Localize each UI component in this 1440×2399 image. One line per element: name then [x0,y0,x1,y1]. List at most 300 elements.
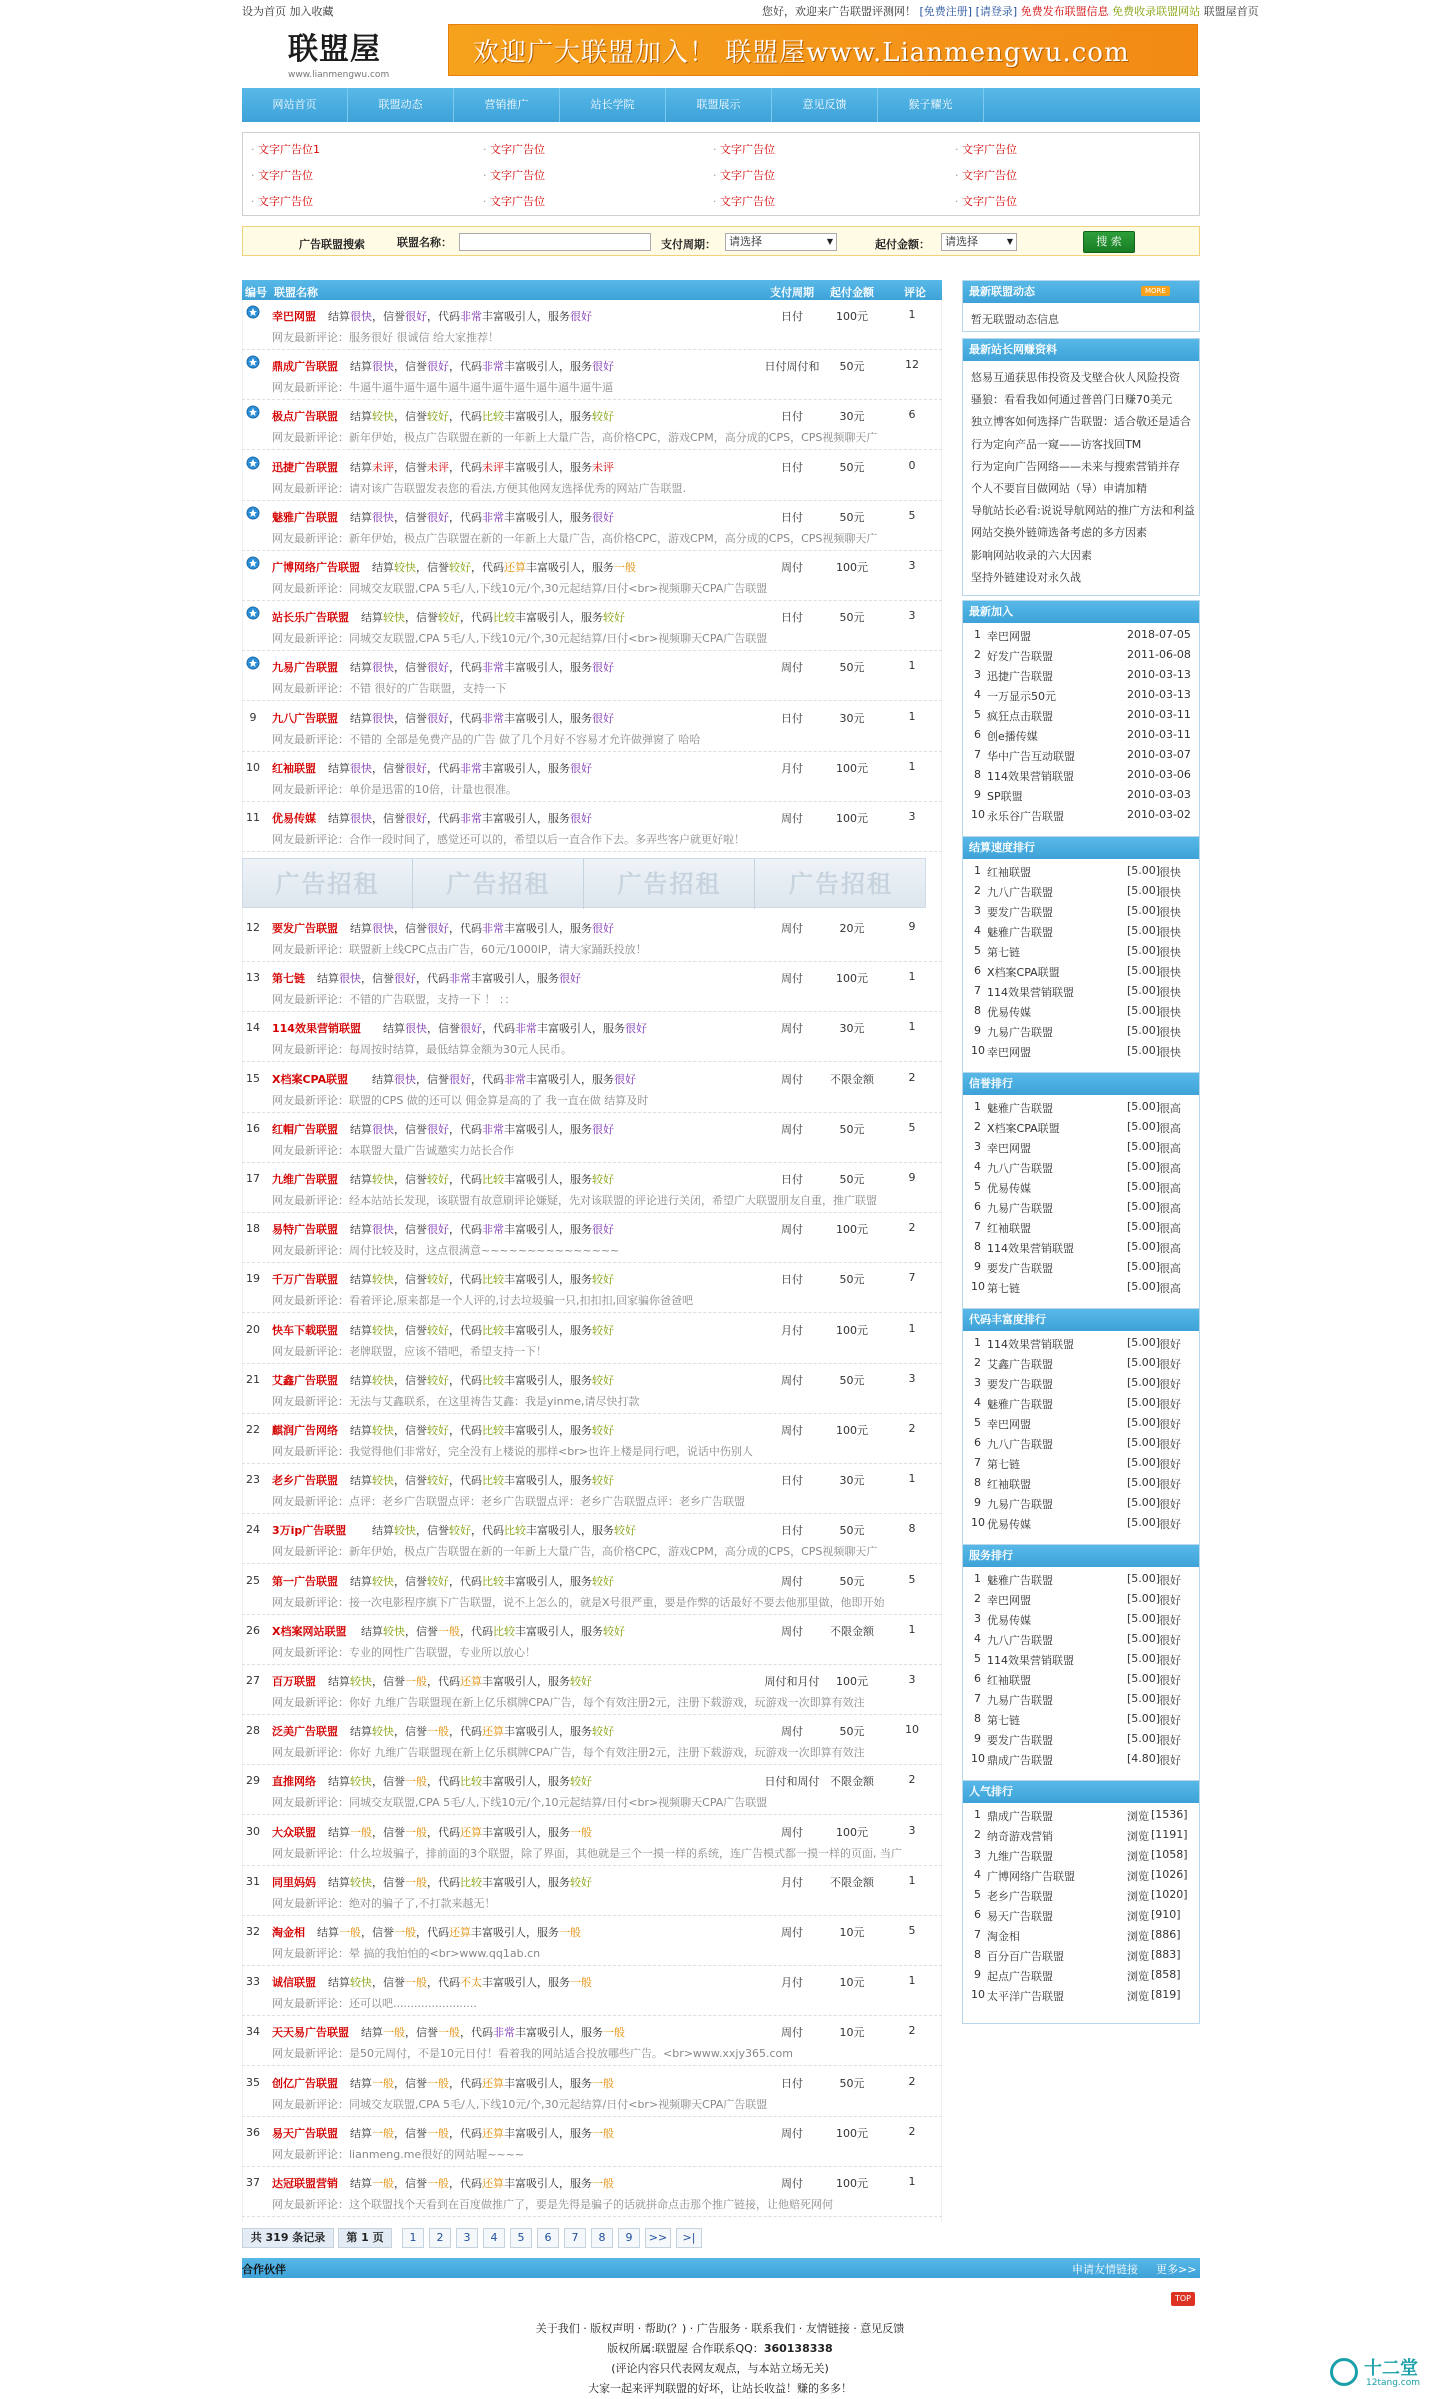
union-name-link[interactable]: 同里妈妈 [272,1875,316,1889]
rank-item[interactable] [969,1985,1219,2005]
rank-item[interactable] [969,1393,1219,1413]
pay-cycle: 月付 [781,1976,803,1990]
promo-index-link[interactable]: 免费收录联盟网站 [1112,5,1201,18]
union-name-link[interactable]: X档案网站联盟 [272,1624,347,1638]
text-ad-slot[interactable]: · 文字广告位 [251,167,313,183]
header-banner[interactable] [448,24,1198,76]
row-number: 32 [246,1925,260,1938]
rank-item[interactable] [969,1749,1219,1769]
rank-item[interactable] [969,1373,1219,1393]
nav-showcase[interactable]: 联盟展示 [666,88,772,122]
rank-item[interactable] [969,1689,1219,1709]
comment-count[interactable]: 3 [908,609,916,623]
rank-item[interactable] [969,1865,1219,1885]
rank-label: 很高 [1159,1282,1181,1295]
rank-item[interactable] [969,981,1219,1001]
comment-count[interactable]: 5 [908,1572,916,1586]
rank-item[interactable] [969,1965,1219,1985]
summary-part: ，代码 [427,761,460,775]
rank-label: 很高 [1159,1122,1181,1135]
credit-rating: 一般 [405,1825,427,1839]
medal-icon [245,305,261,321]
rank-label: 很高 [1159,1162,1181,1175]
rank-name: 红袖联盟 [987,1674,1031,1687]
bracket-open: [ [1151,1868,1156,1881]
union-name-link[interactable]: 优易传媒 [272,812,316,825]
rank-score: [5.00] [1127,1732,1161,1745]
rank-item[interactable] [969,1001,1219,1021]
union-name-link[interactable]: 快车下载联盟 [272,1323,338,1337]
rank-item[interactable] [969,1197,1219,1217]
service-rating: 较好 [603,1624,625,1638]
article-link[interactable] [971,547,1197,563]
union-name-link[interactable]: 创亿广告联盟 [272,2076,338,2090]
summary-part: 结算 [350,1273,372,1287]
comment-count[interactable]: 2 [908,1422,916,1435]
union-name-link[interactable]: 第一广告联盟 [272,1574,338,1588]
site-logo[interactable] [288,24,408,80]
union-name-input[interactable] [459,233,651,251]
latest-review [272,1443,932,1459]
rank-name: 114效果营销联盟 [987,1338,1074,1351]
summary-part: ，信誉 [405,2026,438,2040]
article-title: 导航站长必看:说说导航网站的推广方法和利益 [971,504,1195,518]
rank-item[interactable] [969,1589,1219,1609]
rank-item[interactable] [969,645,1219,665]
rank-score: [5.00] [1127,884,1161,897]
union-name-link[interactable]: 站长乐广告联盟 [272,611,349,625]
rank-item[interactable] [969,1629,1219,1649]
articles-box-title: 最新站长网赚资料 [963,339,1199,361]
credit-rating: 很好 [427,661,449,675]
comment-count[interactable]: 3 [908,559,916,572]
watermark-url: 12tang.com [1366,2378,1420,2388]
rank-item[interactable] [969,1097,1219,1117]
union-summary [350,2125,614,2141]
comment-count[interactable]: 1 [908,659,916,673]
rank-name: X档案CPA联盟 [987,1122,1060,1135]
union-name-link[interactable]: 千万广告联盟 [272,1273,338,1287]
comment-count[interactable]: 1 [908,709,916,723]
summary-part: ，代码 [449,1223,482,1237]
rank-item[interactable] [969,725,1219,745]
comment-count[interactable]: 1 [908,2175,916,2188]
pay-cycle: 周付 [781,561,803,574]
rank-item[interactable] [969,705,1219,725]
text-ad-slot[interactable]: · 文字广告位 [483,167,545,183]
rank-name: 九易广告联盟 [987,1026,1053,1039]
union-name-link[interactable]: 鼎成广告联盟 [272,360,338,374]
comment-count[interactable]: 7 [908,1271,916,1285]
rank-item[interactable] [969,1433,1219,1453]
rank-item[interactable] [969,1925,1219,1945]
comment-count[interactable]: 10 [905,1723,919,1737]
pager-page-link[interactable]: >> [645,2228,671,2248]
rank-score: 浏览 [1127,1850,1149,1863]
article-title: 网站交换外链筛选备考虑的多方因素 [971,526,1147,540]
text-ad-slot[interactable]: · 文字广告位 [713,141,775,157]
rank-item[interactable] [969,1117,1219,1137]
rank-item[interactable] [969,785,1219,805]
login-link[interactable]: [请登录] [975,5,1018,18]
union-name-link[interactable]: 诚信联盟 [272,1976,316,1990]
union-row [242,1966,942,2016]
union-name-link[interactable]: 直推网络 [272,1775,316,1789]
rank-item[interactable] [969,1413,1219,1433]
speed-rating: 较快 [372,410,394,424]
credit-rating: 较好 [427,410,449,424]
pager-page-link[interactable]: 1 [402,2228,424,2248]
footer-links[interactable]: 关于我们 · 版权声明 · 帮助(？) · 广告服务 · 联系我们 · 友情链接 · 意见反馈 [535,2322,905,2335]
pager-page-link[interactable]: 2 [429,2228,451,2248]
promo-publish-link[interactable]: 免费发布联盟信息 [1020,5,1109,18]
rank-score: [5.00] [1127,1672,1161,1685]
rank-item[interactable] [969,745,1219,765]
union-name-link[interactable]: 易天广告联盟 [272,2126,338,2140]
union-name-link[interactable]: 第七链 [272,972,305,986]
union-name-link[interactable]: 114效果营销联盟 [272,1022,361,1036]
rank-item[interactable] [969,1217,1219,1237]
rank-item[interactable] [969,1513,1219,1533]
text-ad-slot[interactable]: · 文字广告位 [483,141,545,157]
rank-item[interactable] [969,765,1219,785]
pager-page-link[interactable]: 8 [591,2228,613,2248]
comment-count[interactable]: 2 [908,1773,916,1787]
rank-item[interactable] [969,1493,1219,1513]
review-prefix: 网友最新评论： [272,1746,349,1760]
view-count: 819 [1155,1988,1177,2001]
rank-item[interactable] [969,625,1219,645]
union-name-link[interactable]: 淘金相 [272,1926,305,1939]
pager-page-link[interactable]: 7 [564,2228,586,2248]
view-count: 1191 [1155,1828,1184,1841]
brand-home-link[interactable]: 联盟屋首页 [1203,5,1259,18]
rank-item[interactable] [969,1709,1219,1729]
rank-item[interactable] [969,881,1219,901]
comment-count[interactable]: 1 [908,1020,916,1034]
comment-count[interactable]: 12 [905,358,919,372]
code-rating: 比较 [482,1273,504,1287]
rank-label: 很好 [1159,1438,1181,1451]
review-prefix: 网友最新评论： [272,632,349,646]
union-row [242,1163,942,1213]
article-link[interactable] [971,569,1197,585]
rank-item[interactable] [969,1945,1219,1965]
summary-part: ，代码 [427,1875,460,1889]
add-favorite-link[interactable]: 加入收藏 [289,5,334,18]
union-name-link[interactable]: 魅雅广告联盟 [272,510,338,524]
rank-item[interactable] [969,901,1219,921]
rank-item[interactable] [969,1905,1219,1925]
comment-count[interactable]: 1 [908,1622,916,1636]
union-name-link[interactable]: 百万联盟 [272,1675,316,1688]
pager-page-link[interactable]: 3 [456,2228,478,2248]
ad-rent-slot[interactable]: 广告招租 [789,869,893,898]
rank-number: 5 [974,1888,981,1901]
rank-name: 优易传媒 [987,1518,1031,1531]
article-link[interactable] [971,436,1197,452]
rank-item[interactable] [969,1569,1219,1589]
rank-name: 要发广告联盟 [987,906,1053,919]
rank-name: SP联盟 [987,790,1023,803]
rank-number: 1 [974,1808,981,1821]
rank-item[interactable] [969,1453,1219,1473]
join-date: 2010-03-13 [1127,688,1191,701]
review-prefix: 网友最新评论： [272,582,349,595]
comment-count[interactable]: 3 [908,1823,916,1837]
pager-page-link[interactable]: 4 [483,2228,505,2248]
rank-item[interactable] [969,1137,1219,1157]
union-name-link[interactable]: 红袖联盟 [272,761,316,775]
nav-news[interactable]: 联盟动态 [348,88,454,122]
comment-count[interactable]: 8 [908,1522,916,1536]
union-name-link[interactable]: 3万ip广告联盟 [272,1524,347,1538]
latest-review [272,530,932,546]
min-payment: 30元 [839,410,865,424]
comment-count[interactable]: 3 [908,810,916,823]
partner-title: 合作伙伴 [242,2263,286,2276]
rank-item[interactable] [969,1805,1219,1825]
rank-item[interactable] [969,1353,1219,1373]
review-text: 同城交友联盟,CPA 5毛/人,下线10元/个,30元起结算/日付<br>视频聊天CPA广告联盟 [349,2097,768,2111]
back-to-top-button[interactable]: TOP [1171,2292,1195,2306]
rank-label [1151,1928,1181,1941]
min-select[interactable] [941,233,1017,251]
row-number: 31 [246,1874,260,1888]
rank-item[interactable] [969,685,1219,705]
comment-count[interactable]: 0 [908,458,916,472]
union-name-link[interactable]: 天天易广告联盟 [272,2026,349,2040]
comment-count[interactable]: 9 [908,920,916,933]
text-ad-slot[interactable]: · 文字广告位 [955,141,1017,157]
rank-item[interactable] [969,1669,1219,1689]
rank-item[interactable] [969,1021,1219,1041]
min-payment: 50元 [839,1574,865,1588]
comment-count[interactable]: 2 [908,1221,916,1235]
text-ad-slot[interactable]: · 文字广告位 [955,193,1017,209]
row-number: 19 [246,1272,260,1286]
article-link[interactable] [971,502,1197,518]
row-number: 21 [246,1372,260,1386]
union-name-link[interactable]: 泛美广告联盟 [272,1725,338,1739]
news-item[interactable]: 暂无联盟动态信息 [971,313,1059,326]
comment-count[interactable]: 2 [908,2074,916,2088]
pay-cycle: 日付 [781,410,803,424]
text-ad-slot[interactable]: · 文字广告位 [483,193,545,209]
rank-item[interactable] [969,805,1219,825]
comment-count[interactable]: 5 [908,508,916,522]
comment-count[interactable]: 3 [908,1673,916,1686]
nav-home[interactable]: 网站首页 [242,88,348,122]
summary-part: 结算 [328,1775,350,1789]
union-name-link[interactable]: X档案CPA联盟 [272,1072,349,1086]
code-rating: 比较 [460,1775,482,1789]
union-name-link[interactable]: 迅捷广告联盟 [272,460,338,474]
text-ad-slot[interactable]: · 文字广告位 [955,167,1017,183]
article-link[interactable] [971,413,1197,429]
comment-count[interactable]: 9 [908,1171,916,1184]
nav-feedback[interactable]: 意见反馈 [772,88,878,122]
union-row [242,501,942,551]
summary-part: 结算 [350,460,372,474]
rank-item[interactable] [969,1041,1219,1061]
rank-item[interactable] [969,1277,1219,1297]
union-name-link[interactable]: 易特广告联盟 [272,1223,338,1237]
rank-number: 4 [974,1160,981,1173]
rank-item[interactable] [969,1237,1219,1257]
article-link[interactable] [971,369,1197,385]
nav-extra[interactable]: 猴子耀光 [878,88,984,122]
union-name-link[interactable]: 麒润广告网络 [272,1424,338,1437]
union-name-link[interactable]: 九维广告联盟 [272,1173,338,1186]
article-link[interactable] [971,391,1197,407]
rank-number: 6 [974,1672,981,1685]
rank-score: [5.00] [1127,1356,1161,1369]
summary-part: ，信誉 [394,2126,427,2140]
news-box-title: 最新联盟动态 [963,281,1199,303]
text-ad-slot[interactable]: · 文字广告位 [713,193,775,209]
comment-count[interactable]: 1 [908,1974,916,1988]
rank-number: 1 [974,1572,981,1585]
comment-count[interactable]: 1 [908,1472,916,1486]
pager-page-link[interactable]: 6 [537,2228,559,2248]
ad-rent-slot[interactable]: 广告招租 [585,859,755,909]
rank-item[interactable] [969,1609,1219,1629]
join-date: 2010-03-13 [1127,668,1191,681]
pay-cycle: 周付 [781,972,803,986]
rank-item[interactable] [969,1845,1219,1865]
pay-cycle: 周付 [781,812,803,825]
register-link[interactable]: [免费注册] [919,5,973,18]
union-name-link[interactable]: 九八广告联盟 [272,711,338,725]
rank-item[interactable] [969,1157,1219,1177]
rank-item[interactable] [969,1825,1219,1845]
text-ad-slot[interactable]: · 文字广告位 [713,167,775,183]
comment-count[interactable]: 1 [908,970,916,984]
text-ad-slot[interactable]: · 文字广告位 [251,193,313,209]
rank-score: [5.00] [1127,1220,1161,1233]
rank-score: [5.00] [1127,1140,1161,1153]
ad-rent-slot[interactable]: 广告招租 [414,859,584,909]
union-name-link[interactable]: 要发广告联盟 [272,922,338,935]
speed-rating: 较快 [372,1323,394,1337]
article-link[interactable] [971,480,1197,496]
rank-item[interactable] [969,861,1219,881]
rank-item[interactable] [969,921,1219,941]
union-row [242,1765,942,1815]
ad-rent-slot[interactable]: 广告招租 [243,859,413,909]
union-name-link[interactable]: 广博网络广告联盟 [272,561,360,574]
rank-item[interactable] [969,665,1219,685]
comment-count[interactable]: 3 [908,1371,916,1385]
article-link[interactable] [971,524,1197,540]
medal-icon [245,405,261,421]
pager-page-link[interactable]: >| [676,2228,702,2248]
service-rating: 较好 [592,1424,614,1437]
union-name-link[interactable]: 九易广告联盟 [272,661,338,675]
review-prefix: 网友最新评论： [272,531,349,545]
summary-part: ，信誉 [394,1725,427,1739]
comment-count[interactable]: 1 [908,1321,916,1335]
rank-label [1151,1848,1188,1861]
summary-part: 丰富吸引人，服务 [526,561,614,574]
rank-item[interactable] [969,941,1219,961]
comment-count[interactable]: 5 [908,1924,916,1937]
rank-item[interactable] [969,1885,1219,1905]
comment-count[interactable]: 2 [908,1070,916,1084]
union-name-link[interactable]: 艾鑫广告联盟 [272,1373,338,1387]
union-name-link[interactable]: 达冠联盟营销 [272,2177,338,2190]
comment-count[interactable]: 6 [908,408,916,422]
rank-item[interactable] [969,1649,1219,1669]
comment-count[interactable]: 2 [908,2124,916,2138]
nav-academy[interactable]: 站长学院 [560,88,666,122]
comment-count[interactable]: 1 [908,308,916,321]
speed-rating: 很快 [405,1022,427,1036]
union-name-link[interactable]: 红帽广告联盟 [272,1122,338,1136]
comment-count[interactable]: 1 [908,759,916,773]
rank-item[interactable] [969,1473,1219,1493]
union-name-link[interactable]: 大众联盟 [272,1825,316,1839]
news-more-link[interactable]: MORE [1141,286,1170,296]
medal-icon [245,556,261,572]
rank-score: [5.00] [1127,1516,1161,1529]
rank-item[interactable] [969,1177,1219,1197]
rank-item[interactable] [969,1729,1219,1749]
rank-item[interactable] [969,1333,1219,1353]
apply-link[interactable]: 申请友情链接 [1072,2263,1138,2276]
banner-text: 欢迎广大联盟加入！ 联盟屋www.Lianmengwu.com [473,37,1130,68]
summary-part: 丰富吸引人，服务 [482,1675,570,1688]
union-name-link[interactable]: 老乡广告联盟 [272,1474,338,1488]
union-summary [350,1171,614,1187]
cycle-select[interactable] [725,233,837,251]
rank-item[interactable] [969,961,1219,981]
union-name-link[interactable]: 幸巴网盟 [272,310,316,323]
rank-item[interactable] [969,1257,1219,1277]
partner-more-link[interactable]: 更多>> [1156,2263,1197,2276]
rank-number: 9 [974,1260,981,1273]
text-ad-slot[interactable]: · 文字广告位1 [251,141,320,157]
comment-count[interactable]: 2 [908,2024,916,2038]
rank-label [1151,1988,1181,2001]
pager-page-link[interactable]: 5 [510,2228,532,2248]
summary-part: 结算 [350,1223,372,1237]
union-row [242,1263,942,1313]
min-payment: 50元 [839,1524,865,1538]
union-row [242,451,942,501]
latest-review [272,1694,932,1710]
nav-marketing[interactable]: 营销推广 [454,88,560,122]
comment-count[interactable]: 5 [908,1120,916,1134]
code-rating: 非常 [482,661,504,675]
union-name-link[interactable]: 极点广告联盟 [272,410,338,424]
union-row [242,1665,942,1715]
latest-review [272,1744,932,1760]
article-link[interactable] [971,458,1197,474]
rank-score: [5.00] [1127,1476,1161,1489]
min-payment: 50元 [839,1173,865,1186]
summary-part: 结算 [372,1524,394,1538]
min-payment: 100元 [836,1825,868,1839]
rank-name: 九易广告联盟 [987,1694,1053,1707]
summary-part: ，代码 [427,1825,460,1839]
pager-page-link[interactable]: 9 [618,2228,640,2248]
search-button[interactable]: 搜 索 [1083,231,1135,253]
comment-count[interactable]: 1 [908,1873,916,1887]
pay-cycle: 日付 [781,611,803,625]
set-homepage-link[interactable]: 设为首页 [242,5,286,18]
